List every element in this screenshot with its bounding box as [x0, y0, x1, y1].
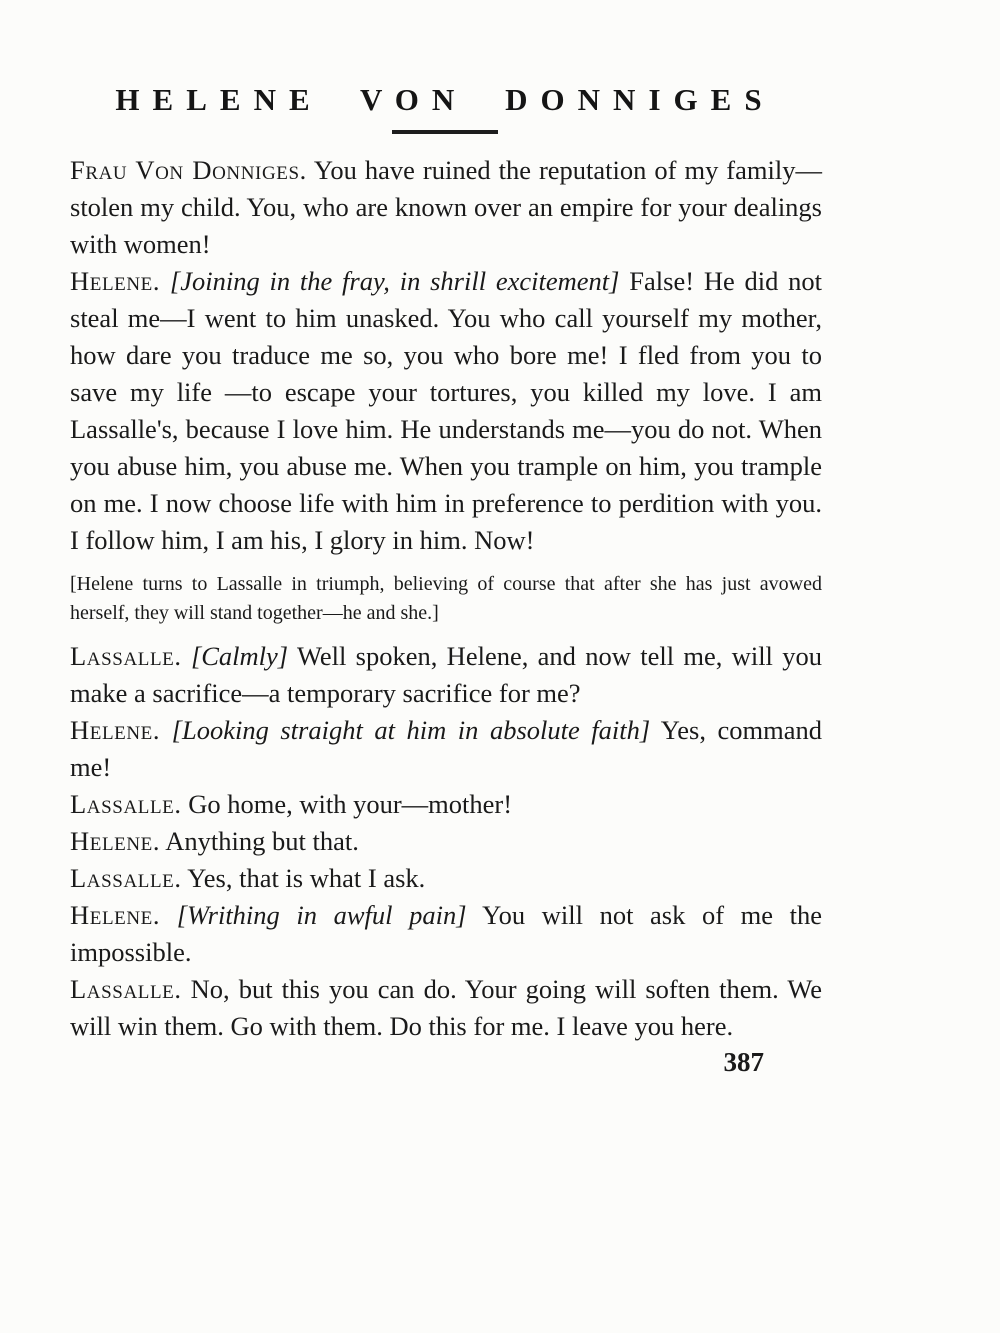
inline-stage-direction: [Calmly]	[190, 641, 289, 671]
dialogue-text: You have ruined the reputation of my family—stolen my child. You, who are known over an empire for your dealings with women!	[70, 155, 822, 259]
inline-stage-direction: [Writhing in awful pain]	[176, 900, 467, 930]
dialogue-text: You will not ask of me the impossible.	[70, 900, 822, 967]
speaker-name: Helene.	[70, 900, 161, 930]
dialogue-text: Yes, that is what I ask.	[187, 863, 426, 893]
inline-stage-direction: [Looking straight at him in absolute faith]	[171, 715, 651, 745]
speaker-name: Helene.	[70, 266, 161, 296]
stage-direction-block: [Helene turns to Lassalle in triumph, believing of course that after she has just avowed herself, they will stand together—he and she.]	[70, 573, 822, 624]
dialogue-text: False! He did not steal me—I went to him unasked. You who call yourself my mother, how dare you traduce me so, you who bore me! I fled from you to save my life —to escape your tortures, you killed my love. I am Lassalle's, because I love him. He understands me—you do not. When you abuse him, you abuse me. When you trample on him, you trample on me. I now choose life with him in preference to perdition with you. I follow him, I am his, I glory in him. Now!	[70, 266, 823, 555]
inline-stage-direction: [Joining in the fray, in shrill excitement]	[169, 266, 620, 296]
speaker-name: Helene.	[70, 826, 161, 856]
dialogue-paragraph	[70, 638, 822, 712]
title-rule	[392, 130, 498, 134]
dialogue-paragraph	[70, 152, 822, 263]
speaker-name: Frau Von Donniges.	[70, 155, 307, 185]
dialogue-paragraph	[70, 712, 822, 786]
speaker-name: Lassalle.	[70, 641, 182, 671]
dialogue-container	[70, 152, 822, 1045]
dialogue-text: Well spoken, Helene, and now tell me, will you make a sacrifice—a temporary sacrifice for me?	[70, 641, 822, 708]
dialogue-paragraph	[70, 897, 822, 971]
dialogue-text: No, but this you can do. Your going will soften them. We will win them. Go with them. Do this for me. I leave you here.	[70, 974, 823, 1041]
page-number: 387	[723, 1047, 764, 1077]
page-title: HELENE VON DONNIGES	[115, 82, 775, 117]
speaker-name: Lassalle.	[70, 974, 182, 1004]
dialogue-paragraph	[70, 971, 822, 1045]
dialogue-paragraph	[70, 860, 822, 897]
dialogue-text: Anything but that.	[165, 826, 359, 856]
dialogue-paragraph	[70, 263, 822, 559]
dialogue-paragraph	[70, 823, 822, 860]
speaker-name: Lassalle.	[70, 863, 182, 893]
dialogue-text: Yes, command me!	[70, 715, 822, 782]
speaker-name: Lassalle.	[70, 789, 182, 819]
dialogue-paragraph	[70, 786, 822, 823]
dialogue-text: Go home, with your—mother!	[188, 789, 513, 819]
chapter-header	[70, 0, 820, 134]
speaker-name: Helene.	[70, 715, 161, 745]
